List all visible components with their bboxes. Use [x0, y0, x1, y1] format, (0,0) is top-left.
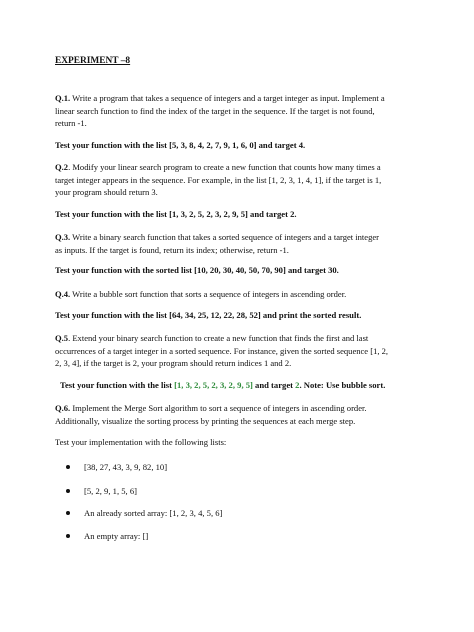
question-5-line-3: 2, 3, 4], if the target is 2, your program should return indices 1 and 2. — [55, 358, 292, 369]
question-4-label: Q.4. — [55, 289, 71, 299]
question-5-line-1: Q.5. Extend your binary search function to create a new function that finds the first and last — [55, 333, 369, 343]
question-2-line-3: your program should return 3. — [55, 187, 158, 198]
question-3 — [55, 231, 427, 256]
bullet-icon — [66, 534, 70, 538]
list-item: [38, 27, 43, 3, 9, 82, 10] — [66, 462, 167, 472]
question-1-label: Q.1. — [55, 93, 71, 103]
question-3-label: Q.3. — [55, 232, 71, 242]
question-1 — [55, 92, 427, 130]
bullet-icon — [66, 511, 70, 515]
question-1-line-3: return -1. — [55, 118, 87, 129]
question-5-test-list: [1, 3, 2, 5, 2, 3, 2, 9, 5] — [174, 380, 253, 390]
question-2-label: Q.2 — [55, 162, 69, 172]
question-3-test: Test your function with the sorted list [10, 20, 30, 40, 50, 70, 90] and target 30. — [55, 265, 339, 275]
question-2-line-2: target integer appears in the sequence. For example, in the list [1, 2, 3, 1, 4, 1], if the target is 1, — [55, 174, 382, 185]
question-5-line-2: occurrences of a target integer in a sorted sequence. For instance, given the sorted sequence [1, 2, — [55, 345, 389, 356]
question-6-intro: Test your implementation with the following lists: — [55, 437, 227, 447]
question-4-line-1: Q.4. Write a bubble sort function that sorts a sequence of integers in ascending order. — [55, 289, 347, 299]
list-item: [5, 2, 9, 1, 5, 6] — [66, 486, 137, 496]
question-4 — [55, 288, 427, 301]
list-item: An empty array: [] — [66, 531, 148, 541]
question-2 — [55, 161, 427, 199]
list-item: An already sorted array: [1, 2, 3, 4, 5, 6] — [66, 508, 222, 518]
question-6-line-1: Q.6. Implement the Merge Sort algorithm to sort a sequence of integers in ascending order. — [55, 403, 367, 413]
question-5 — [55, 332, 427, 370]
question-1-line-2: linear search function to find the index of the target in the sequence. If the target is not found, — [55, 105, 375, 116]
question-1-test: Test your function with the list [5, 3, 8, 4, 2, 7, 9, 1, 6, 0] and target 4. — [55, 140, 306, 150]
question-4-test: Test your function with the list [64, 34, 25, 12, 22, 28, 52] and print the sorted result. — [55, 310, 362, 320]
question-6-line-2: Additionally, visualize the sorting process by printing the sequences at each merge step. — [55, 415, 356, 426]
question-6 — [55, 402, 427, 427]
question-2-test: Test your function with the list [1, 3, 2, 5, 2, 3, 2, 9, 5] and target 2. — [55, 209, 297, 219]
bullet-icon — [66, 465, 70, 469]
question-5-test: Test your function with the list [1, 3, 2, 5, 2, 3, 2, 9, 5] and target 2. Note: Use bubble sort. — [60, 380, 386, 390]
question-2-line-1: Q.2. Modify your linear search program to create a new function that counts how many times a — [55, 162, 381, 172]
question-3-line-1: Q.3. Write a binary search function that takes a sorted sequence of integers and a target integer — [55, 232, 380, 242]
question-6-label: Q.6. — [55, 403, 71, 413]
question-5-test-target: 2 — [295, 380, 300, 390]
question-3-line-2: as inputs. If the target is found, return its index; otherwise, return -1. — [55, 244, 289, 255]
question-5-label: Q.5 — [55, 333, 69, 343]
bullet-icon — [66, 489, 70, 493]
page-title: EXPERIMENT –8 — [55, 56, 131, 66]
question-1-line-1: Q.1. Write a program that takes a sequence of integers and a target integer as input. Implement a — [55, 93, 385, 103]
